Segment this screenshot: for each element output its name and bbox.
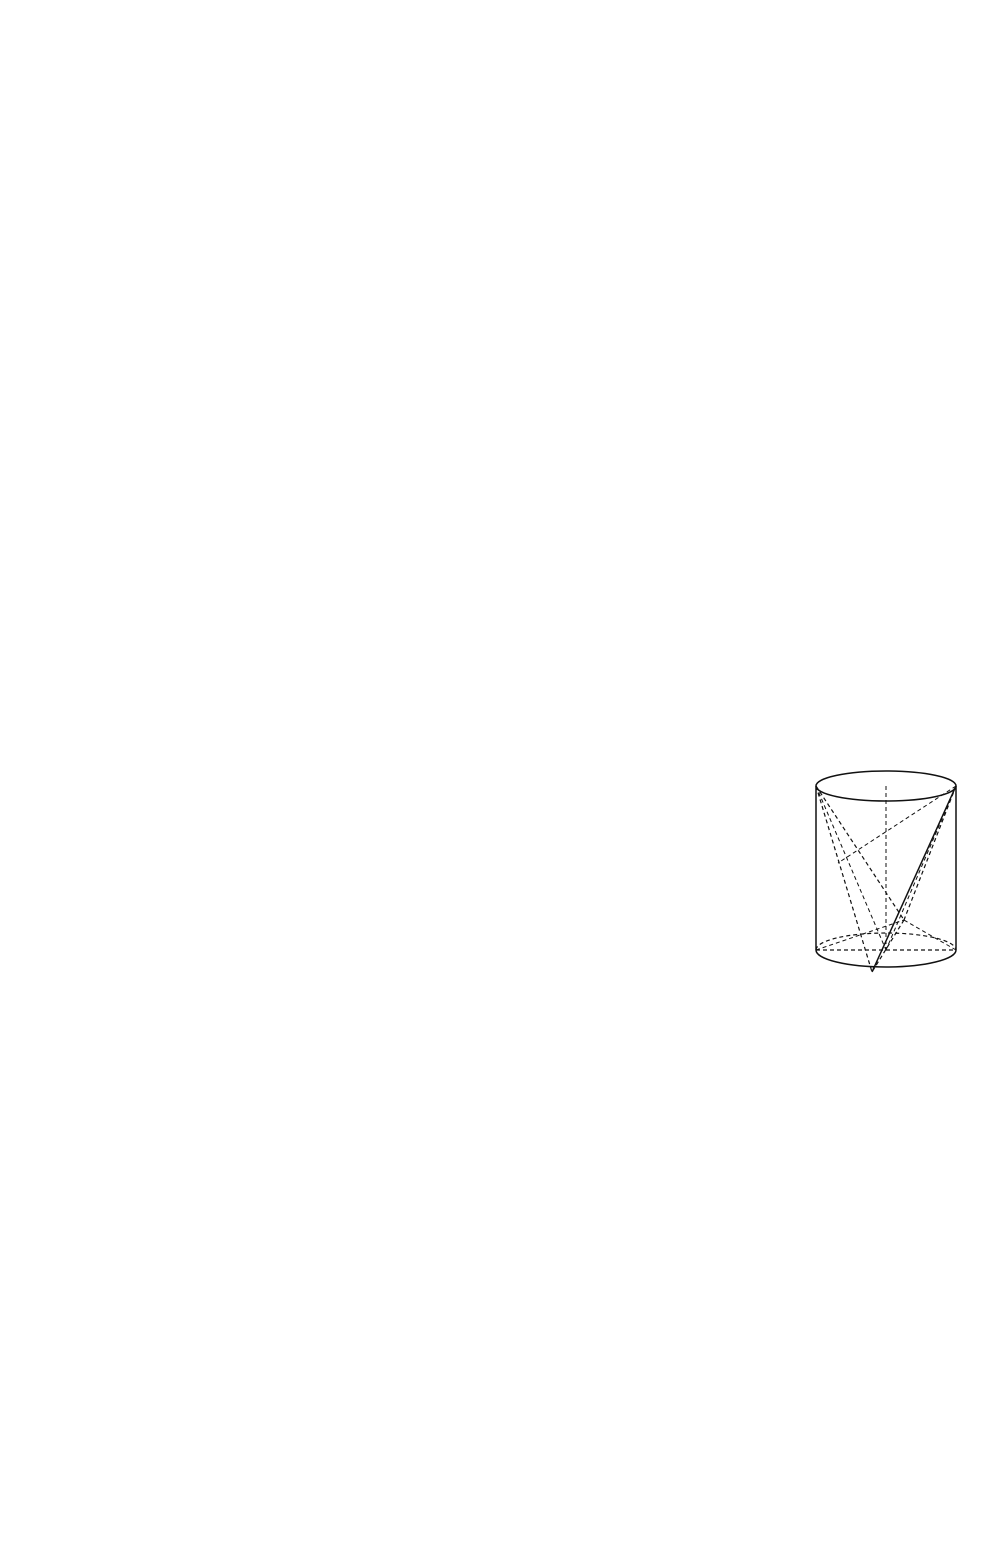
watermark <box>782 1455 982 1535</box>
bottom-ellipse-front <box>816 950 956 967</box>
line-DO <box>816 786 886 950</box>
line-BE <box>904 920 956 950</box>
cylinder-figure <box>796 760 986 1014</box>
line-CE <box>904 786 956 920</box>
line-DE <box>816 786 904 920</box>
line-DF <box>816 786 872 972</box>
line-AE <box>816 920 904 950</box>
cylinder-diagram <box>796 760 986 1010</box>
